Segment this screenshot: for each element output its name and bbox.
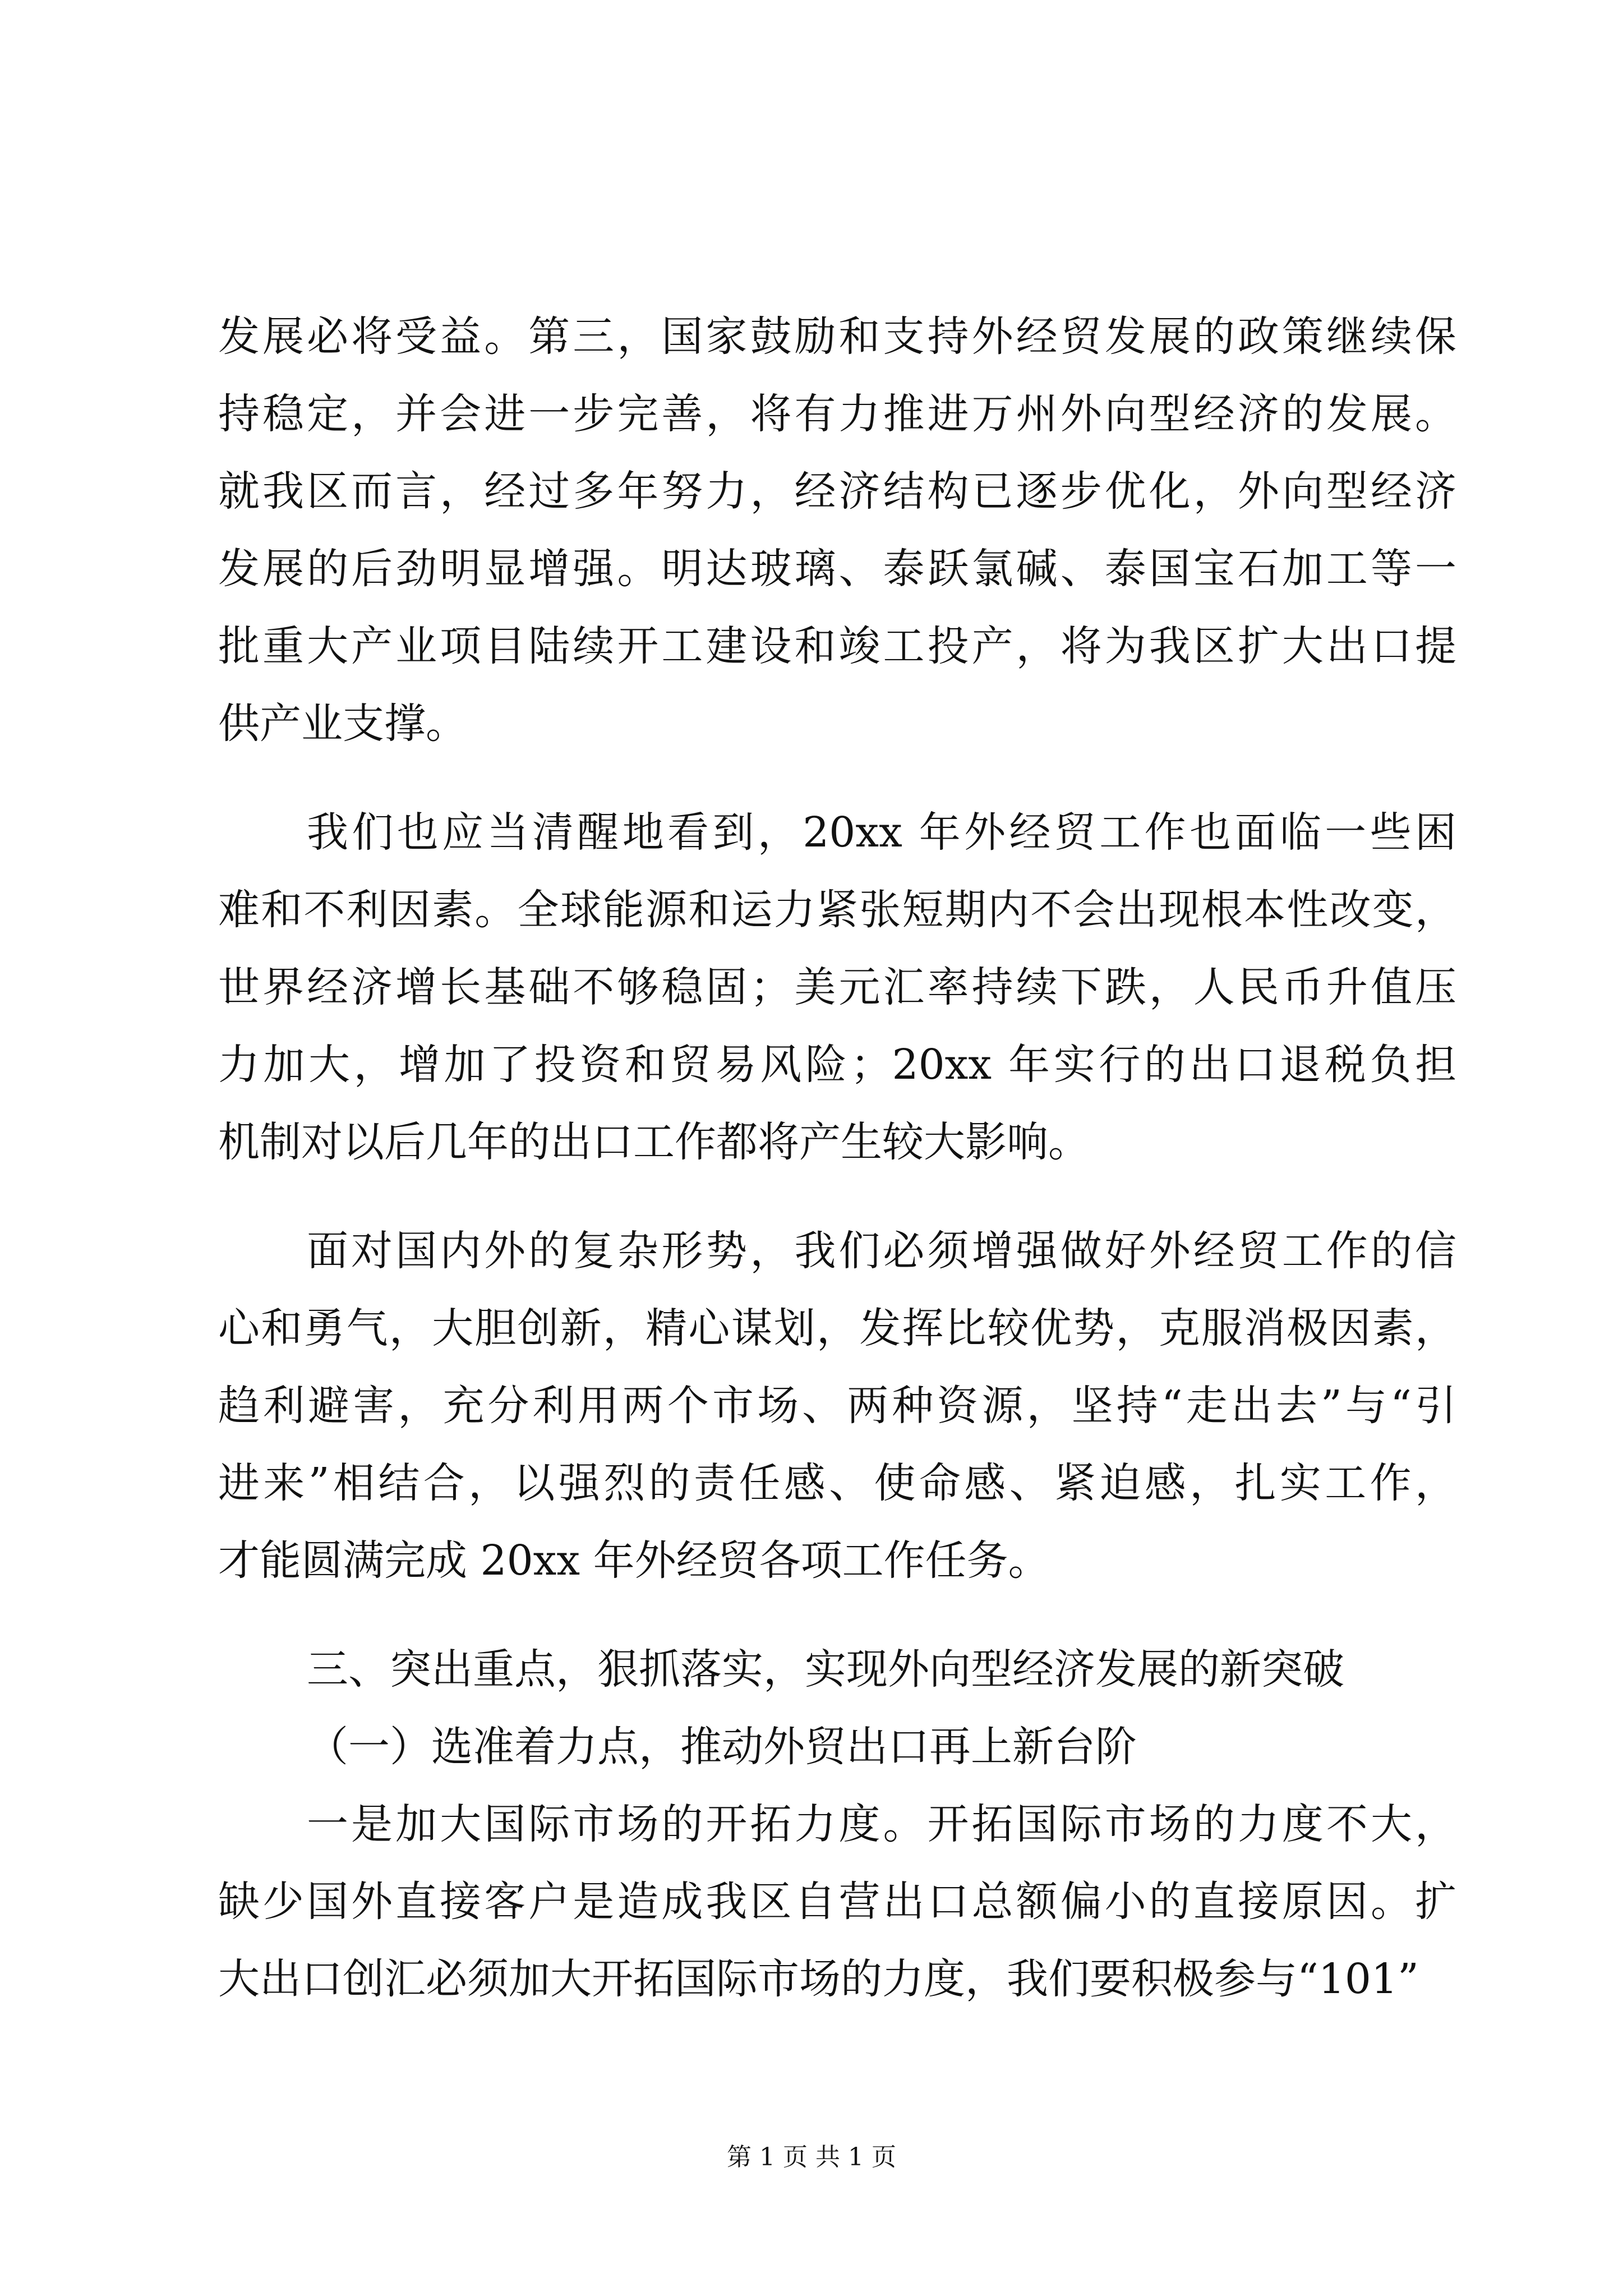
text-line: 力加大，增加了投资和贸易风险；20xx 年实行的出口退税负担 bbox=[218, 1041, 1456, 1089]
text-line: 机制对以后几年的出口工作都将产生较大影响。 bbox=[218, 1118, 1090, 1166]
text-line: 供产业支撑。 bbox=[218, 700, 467, 748]
text-line: 大出口创汇必须加大开拓国际市场的力度，我们要积极参与“101” bbox=[218, 1955, 1419, 2003]
paragraph bbox=[218, 1786, 1456, 2018]
text-line: 世界经济增长基础不够稳固；美元汇率持续下跌，人民币升值压 bbox=[218, 963, 1456, 1011]
paragraph bbox=[218, 794, 1456, 1181]
text-line: 缺少国外直接客户是造成我区自营出口总额偏小的直接原因。扩 bbox=[218, 1878, 1456, 1926]
text-line: 就我区而言，经过多年努力，经济结构已逐步优化，外向型经济 bbox=[218, 467, 1456, 516]
text-line: 持稳定，并会进一步完善，将有力推进万州外向型经济的发展。 bbox=[218, 390, 1456, 438]
text-line: 心和勇气，大胆创新，精心谋划，发挥比较优势，克服消极因素， bbox=[218, 1304, 1456, 1352]
page-number: 第 1 页 共 1 页 bbox=[727, 2143, 896, 2171]
page-footer bbox=[0, 2143, 1623, 2172]
text-line: 批重大产业项目陆续开工建设和竣工投产，将为我区扩大出口提 bbox=[218, 622, 1456, 670]
document-body bbox=[218, 298, 1456, 2018]
text-line: 进来”相结合，以强烈的责任感、使命感、紧迫感，扎实工作， bbox=[218, 1459, 1456, 1507]
text-line: 趋利避害，充分利用两个市场、两种资源，坚持“走出去”与“引 bbox=[218, 1382, 1456, 1430]
text-line: 才能圆满完成 20xx 年外经贸各项工作任务。 bbox=[218, 1536, 1050, 1585]
text-line: 发展的后劲明显增强。明达玻璃、泰跃氯碱、泰国宝石加工等一 bbox=[218, 545, 1456, 593]
text-line: 我们也应当清醒地看到，20xx 年外经贸工作也面临一些困 bbox=[307, 808, 1456, 857]
text-line: 面对国内外的复杂形势，我们必须增强做好外经贸工作的信 bbox=[307, 1227, 1456, 1275]
paragraph bbox=[218, 298, 1456, 762]
text-line: 一是加大国际市场的开拓力度。开拓国际市场的力度不大， bbox=[307, 1800, 1456, 1848]
text-line: 难和不利因素。全球能源和运力紧张短期内不会出现根本性改变， bbox=[218, 886, 1456, 934]
subsection-heading: （一）选准着力点，推动外贸出口再上新台阶 bbox=[307, 1723, 1137, 1771]
section-heading: 三、突出重点，狠抓落实，实现外向型经济发展的新突破 bbox=[307, 1645, 1344, 1694]
text-line: 发展必将受益。第三，国家鼓励和支持外经贸发展的政策继续保 bbox=[218, 312, 1456, 361]
paragraph bbox=[218, 1212, 1456, 1599]
